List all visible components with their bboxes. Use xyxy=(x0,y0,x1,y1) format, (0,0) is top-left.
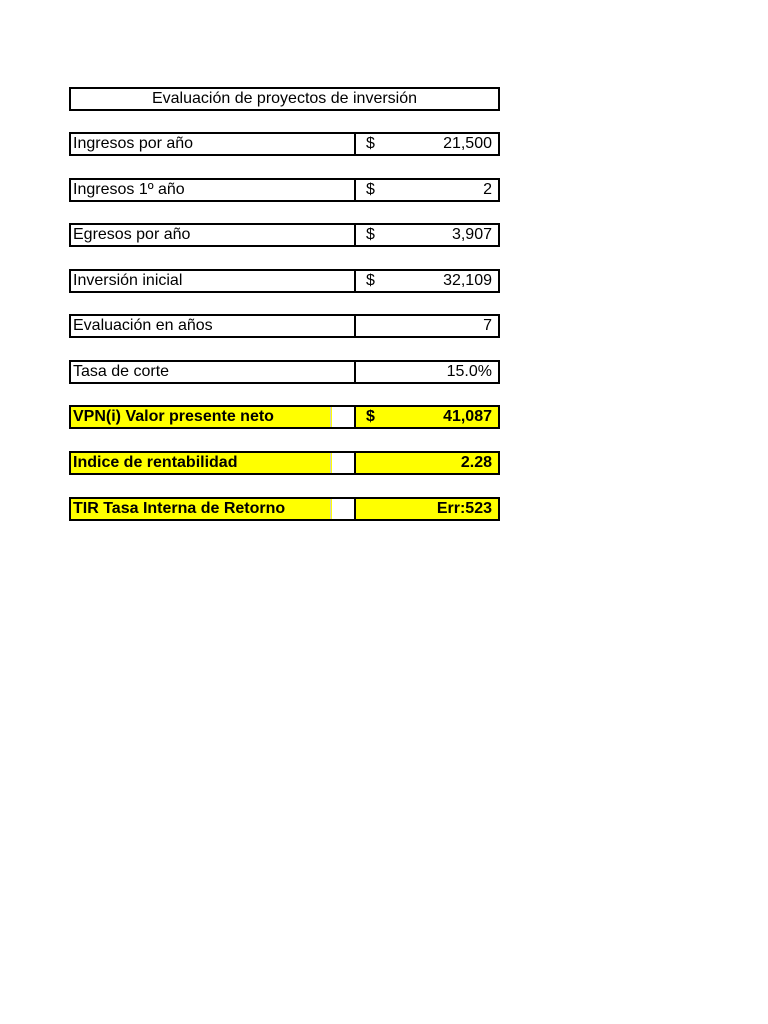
row-inversion-inicial xyxy=(69,269,500,293)
row-value: 15.0% xyxy=(446,363,492,380)
row-evaluacion-en-anos xyxy=(69,314,500,338)
cell-divider xyxy=(330,453,331,473)
row-ingresos-por-ano xyxy=(69,132,500,156)
row-vpn xyxy=(69,405,500,429)
row-label: Evaluación en años xyxy=(69,314,356,338)
cell-divider xyxy=(330,499,331,519)
row-value-cell xyxy=(354,451,500,475)
row-value-cell xyxy=(354,360,500,384)
row-value: 21,500 xyxy=(443,135,492,152)
currency-symbol: $ xyxy=(366,408,375,425)
currency-symbol: $ xyxy=(366,226,375,243)
row-value-cell xyxy=(354,132,500,156)
row-value: 7 xyxy=(483,317,492,334)
row-value-cell xyxy=(354,497,500,521)
currency-symbol: $ xyxy=(366,181,375,198)
row-tir xyxy=(69,497,500,521)
row-value-cell xyxy=(354,223,500,247)
cell-divider xyxy=(330,407,331,427)
row-value: 41,087 xyxy=(443,408,492,425)
row-egresos-por-ano xyxy=(69,223,500,247)
row-ingresos-primer-ano xyxy=(69,178,500,202)
currency-symbol: $ xyxy=(366,272,375,289)
row-label: Inversión inicial xyxy=(69,269,356,293)
currency-symbol: $ xyxy=(366,135,375,152)
row-value-cell xyxy=(354,405,500,429)
row-label: Egresos por año xyxy=(69,223,356,247)
row-tasa-de-corte xyxy=(69,360,500,384)
row-label: Indice de rentabilidad xyxy=(69,451,356,475)
row-value: 32,109 xyxy=(443,272,492,289)
row-value: 3,907 xyxy=(451,226,492,243)
row-label: TIR Tasa Interna de Retorno xyxy=(69,497,356,521)
row-label: Tasa de corte xyxy=(69,360,356,384)
row-value-cell xyxy=(354,269,500,293)
row-indice-rentabilidad xyxy=(69,451,500,475)
row-label: Ingresos 1º año xyxy=(69,178,356,202)
sheet-title: Evaluación de proyectos de inversión xyxy=(69,87,500,111)
row-value: 2.28 xyxy=(460,454,492,471)
row-label: VPN(i) Valor presente neto xyxy=(69,405,356,429)
row-value: Err:523 xyxy=(436,500,492,517)
row-value: 2 xyxy=(483,181,492,198)
row-value-cell xyxy=(354,314,500,338)
row-label: Ingresos por año xyxy=(69,132,356,156)
row-value-cell xyxy=(354,178,500,202)
